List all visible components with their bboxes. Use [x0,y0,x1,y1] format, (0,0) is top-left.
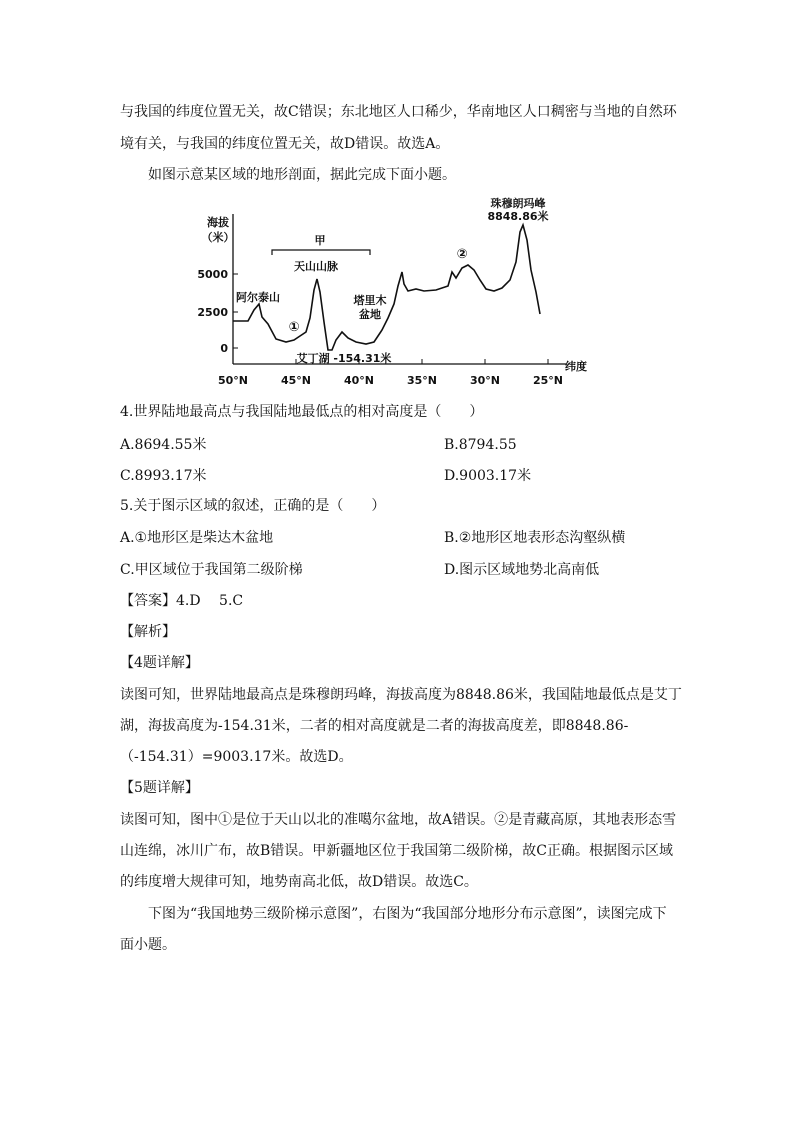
q5-explanation-1: 读图可知，图中①是位于天山以北的准噶尔盆地，故A错误。②是青藏高原，其地表形态雪 [120,812,677,828]
label-circle-1: ① [288,320,300,335]
jia-bracket [272,250,370,255]
x-tick-30n: 30°N [469,374,501,387]
q4-option-c[interactable]: C.8993.17米 [120,468,207,484]
q4-option-a[interactable]: A.8694.55米 [120,437,207,453]
analysis-heading: 【解析】 [120,624,176,640]
answer-line: 【答案】4.D 5.C [120,593,244,609]
question-4: 4.世界陆地最高点与我国陆地最低点的相对高度是（ ） [120,404,484,420]
x-axis-title: 纬度 [565,360,587,373]
paragraph-prev-1: 与我国的纬度位置无关，故C错误；东北地区人口稀少，华南地区人口稠密与当地的自然环 [120,104,677,120]
paragraph-prev-2: 境有关，与我国的纬度位置无关，故D错误。故选A。 [120,136,450,152]
question-5: 5.关于图示区域的叙述，正确的是（ ） [120,498,386,514]
profile-line [233,225,540,350]
label-aiding-lake: 艾丁湖 -154.31米 [296,352,392,365]
label-everest-name: 珠穆朗玛峰 [490,197,546,210]
label-jia: 甲 [314,234,326,247]
q4-option-b[interactable]: B.8794.55 [444,437,517,453]
y-tick-0: 0 [220,342,228,355]
q4-detail-heading: 【4题详解】 [120,655,199,671]
q4-option-d[interactable]: D.9003.17米 [444,468,532,484]
q5-option-d[interactable]: D.图示区域地势北高南低 [444,562,600,578]
label-everest-height: 8848.86米 [487,210,549,223]
y-tick-5000: 5000 [197,268,228,281]
y-axis-unit: （米） [201,231,235,244]
next-intro-2: 面小题。 [120,937,176,953]
q4-explanation-1: 读图可知，世界陆地最高点是珠穆朗玛峰，海拔高度为8848.86米，我国陆地最低点是艾丁 [120,687,682,703]
q5-explanation-3: 的纬度增大规律可知，地势南高北低，故D错误。故选C。 [120,874,478,890]
x-tick-25n: 25°N [532,374,564,387]
q5-detail-heading: 【5题详解】 [120,780,199,796]
q4-explanation-3: （-154.31）=9003.17米。故选D。 [120,749,353,765]
q5-option-c[interactable]: C.甲区域位于我国第二级阶梯 [120,562,303,578]
x-tick-50n: 50°N [217,374,249,387]
x-tick-45n: 45°N [280,374,312,387]
label-tianshan: 天山山脉 [294,260,338,273]
label-aertai: 阿尔泰山 [236,291,280,304]
intro-text: 如图示意某区域的地形剖面，据此完成下面小题。 [148,167,456,183]
q5-explanation-2: 山连绵，冰川广布，故B错误。甲新疆地区位于我国第二级阶梯，故C正确。根据图示区域 [120,843,673,859]
y-axis-title: 海拔 [207,216,229,229]
terrain-profile-figure [196,192,616,402]
q4-explanation-2: 湖，海拔高度为-154.31米，二者的相对高度就是二者的海拔高度差，即8848.86- [120,718,629,734]
x-tick-35n: 35°N [406,374,438,387]
y-tick-2500: 2500 [197,306,228,319]
next-intro-1: 下图为“我国地势三级阶梯示意图”，右图为“我国部分地形分布示意图”，读图完成下 [148,906,667,922]
q5-option-b[interactable]: B.②地形区地表形态沟壑纵横 [444,530,626,546]
label-talimu-1: 塔里木 [353,294,387,307]
label-circle-2: ② [456,247,468,262]
q5-option-a[interactable]: A.①地形区是柴达木盆地 [120,530,274,546]
x-tick-40n: 40°N [343,374,375,387]
label-talimu-2: 盆地 [359,308,381,321]
